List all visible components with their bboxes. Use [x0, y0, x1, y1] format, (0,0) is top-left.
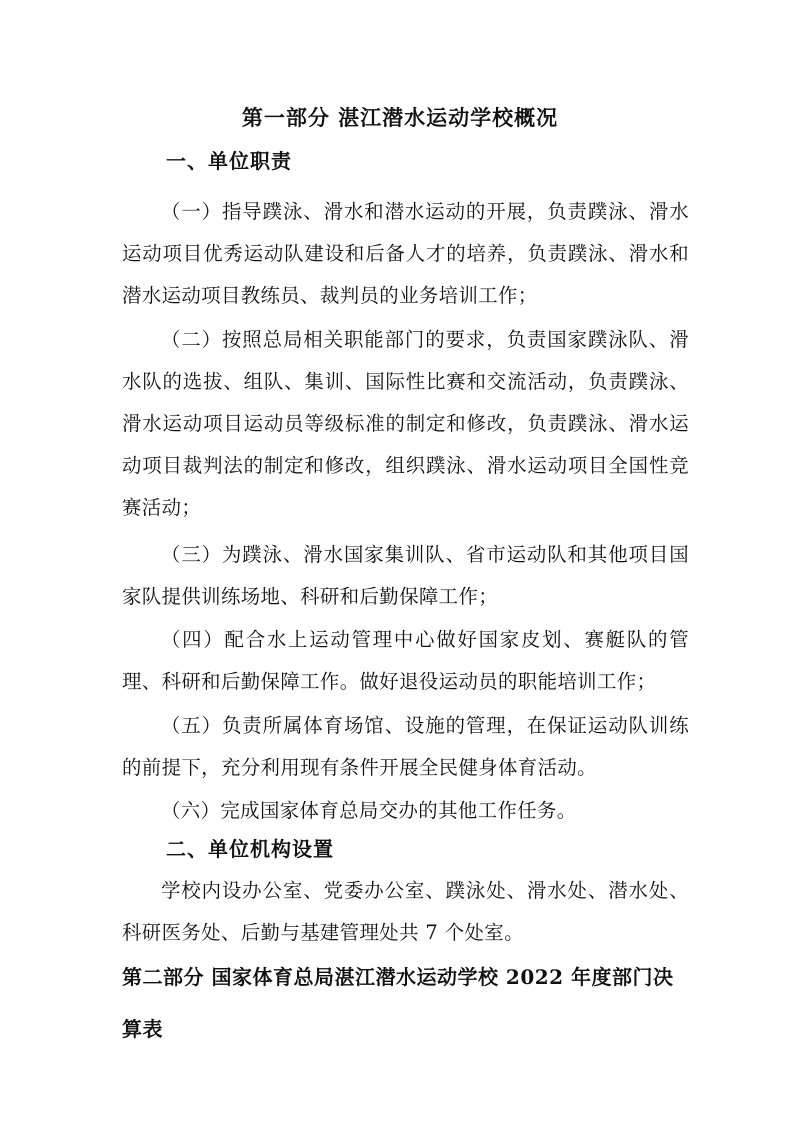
- part-two-heading: 第二部分 国家体育总局湛江潜水运动学校 2022 年度部门决算表: [122, 965, 674, 1041]
- section-heading-organization: 二、单位机构设置: [166, 837, 334, 861]
- duty-paragraph-3: （三）为蹼泳、滑水国家集训队、省市运动队和其他项目国家队提供训练场地、科研和后勤保障工作；: [122, 543, 689, 608]
- duty-paragraph-1: （一）指导蹼泳、滑水和潜水运动的开展，负责蹼泳、滑水运动项目优秀运动队建设和后备人才的培养，负责蹼泳、滑水和潜水运动项目教练员、裁判员的业务培训工作；: [122, 200, 689, 307]
- duty-paragraph-6: （六）完成国家体育总局交办的其他工作任务。: [161, 799, 577, 822]
- page-title: 第一部分 湛江潜水运动学校概况: [241, 105, 559, 130]
- section-heading-duties: 一、单位职责: [166, 149, 292, 173]
- organization-paragraph: 学校内设办公室、党委办公室、蹼泳处、滑水处、潜水处、科研医务处、后勤与基建管理处共 7 个处室。: [122, 879, 689, 944]
- duty-paragraph-4: （四）配合水上运动管理中心做好国家皮划、赛艇队的管理、科研和后勤保障工作。做好退役运动员的职能培训工作；: [122, 628, 689, 693]
- duty-paragraph-2: （二）按照总局相关职能部门的要求，负责国家蹼泳队、滑水队的选拔、组队、集训、国际性比赛和交流活动，负责蹼泳、滑水运动项目运动员等级标准的制定和修改，负责蹼泳、滑水运动项目裁判法的制定和修改，组织蹼泳、滑水运动项目全国性竞赛活动；: [122, 328, 689, 519]
- duty-paragraph-5: （五）负责所属体育场馆、设施的管理，在保证运动队训练的前提下，充分利用现有条件开展全民健身体育活动。: [122, 714, 689, 779]
